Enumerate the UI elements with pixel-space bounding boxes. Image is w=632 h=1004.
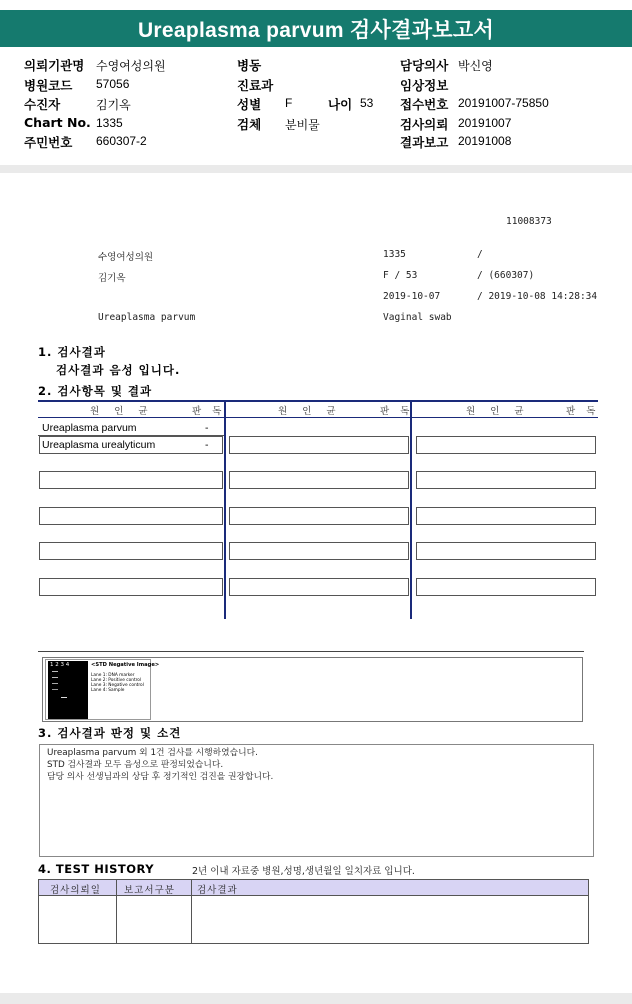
sex-label: 성별 (237, 97, 262, 112)
table-row-4-cell-3 (416, 507, 596, 525)
table-row-6-cell-1 (39, 578, 223, 596)
request-label: 검사의뢰 (400, 117, 449, 132)
table-row-4-cell-1 (39, 507, 223, 525)
clinical-label: 임상정보 (400, 78, 449, 93)
gel-caption-line4: Lane 4: Sample (91, 688, 125, 693)
chart-label: Chart No. (24, 115, 91, 130)
table-row-3-cell-2 (229, 471, 409, 489)
report-reported: / 2019-10-08 14:28:34 (477, 291, 598, 302)
gel-lane-numbers: 1 2 3 4 (50, 662, 70, 668)
history-header (38, 879, 589, 896)
specimen-label: 검체 (237, 117, 262, 132)
section1-body: 검사결과 음성 입니다. (56, 363, 181, 377)
gel-caption-line2: Lane 2: Positive control (91, 678, 142, 683)
comment-line-2: STD 검사결과 모두 음성으로 판정되었습니다. (47, 760, 224, 770)
gel-caption (91, 662, 160, 693)
report-received: 2019-10-07 (383, 291, 441, 302)
image-top-rule (38, 651, 584, 652)
table-row-5-cell-1 (39, 542, 223, 560)
table-divider-2 (410, 400, 412, 619)
report-chart: 1335 (383, 249, 406, 260)
receipt-value: 20191007-75850 (458, 96, 549, 110)
id-label: 주민번호 (24, 135, 73, 150)
gel-caption-line1: Lane 1: DNA marker (91, 673, 135, 678)
top-margin (0, 0, 632, 10)
table-top-rule (38, 400, 598, 402)
report-page (0, 173, 632, 993)
result-header-1: 판 독 (192, 406, 226, 417)
col-header-1: 원 인 균 (90, 406, 154, 417)
col-header-3: 원 인 균 (466, 406, 530, 417)
ward-label: 병동 (237, 58, 262, 73)
report-value: 20191008 (458, 134, 512, 148)
table-row-1-name: Ureaplasma parvum (42, 422, 137, 434)
section3-title: 3. 검사결과 판정 및 소견 (38, 726, 182, 740)
receipt-label: 접수번호 (400, 97, 449, 112)
age-label: 나이 (328, 97, 353, 112)
doctor-label: 담당의사 (400, 58, 449, 73)
history-col-request-date: 검사의뢰일 (50, 885, 101, 896)
id-value: 660307-2 (96, 134, 147, 148)
table-row-5-cell-2 (229, 542, 409, 560)
history-divider-1 (116, 879, 117, 944)
hospital-value: 수영여성의원 (96, 59, 166, 73)
report-sex-age: F / 53 (383, 270, 418, 281)
table-row-4-cell-2 (229, 507, 409, 525)
table-header-rule (38, 417, 598, 418)
report-hospital: 수영여성의원 (98, 252, 154, 263)
result-header-2: 판 독 (380, 406, 414, 417)
history-col-report-type: 보고서구분 (124, 885, 175, 896)
gel-caption-title: <STD Negative Image> (91, 662, 160, 668)
specimen-value: 분비물 (285, 118, 320, 132)
section2-title: 2. 검사항목 및 결과 (38, 384, 153, 398)
table-row-2-result: - (205, 439, 209, 451)
table-row-2-name: Ureaplasma urealyticum (42, 439, 156, 451)
report-id: / (660307) (477, 270, 535, 281)
col-header-2: 원 인 균 (278, 406, 342, 417)
report-specimen: Vaginal swab (383, 312, 452, 323)
history-col-result: 검사결과 (197, 885, 238, 896)
report-slash: / (477, 249, 483, 260)
table-divider-1 (224, 400, 226, 619)
table-row-1-result: - (205, 422, 209, 434)
report-label: 결과보고 (400, 135, 449, 150)
history-note: 2년 이내 자료중 병원,성명,생년월일 일치자료 입니다. (192, 866, 415, 877)
patient-value: 김기옥 (96, 98, 131, 112)
comment-line-3: 담당 의사 선생님과의 상담 후 정기적인 검진을 권장합니다. (47, 772, 274, 782)
table-row-6-cell-3 (416, 578, 596, 596)
history-divider-2 (191, 879, 192, 944)
patient-label: 수진자 (24, 97, 61, 112)
patient-info-panel (0, 47, 632, 165)
chart-value: 1335 (96, 116, 123, 130)
table-row-2-cell-3 (416, 436, 596, 454)
table-row-3-cell-3 (416, 471, 596, 489)
table-row-2-cell-2 (229, 436, 409, 454)
page-bottom-separator (0, 993, 632, 1004)
gel-image (48, 661, 88, 719)
age-value: 53 (360, 96, 374, 110)
code-label: 병원코드 (24, 78, 73, 93)
dept-label: 진료과 (237, 78, 274, 93)
hospital-label: 의뢰기관명 (24, 58, 85, 73)
table-row-6-cell-2 (229, 578, 409, 596)
doctor-value: 박신영 (458, 59, 493, 73)
doc-number: 11008373 (506, 216, 552, 227)
page-separator (0, 165, 632, 173)
result-header-3: 판 독 (566, 406, 600, 417)
table-row-5-cell-3 (416, 542, 596, 560)
code-value: 57056 (96, 77, 130, 91)
comment-line-1: Ureaplasma parvum 외 1건 검사를 시행하였습니다. (47, 748, 258, 758)
gel-caption-line3: Lane 3: Negative control (91, 683, 144, 688)
report-test-name: Ureaplasma parvum (98, 312, 196, 323)
report-patient: 김기옥 (98, 273, 126, 284)
table-row-3-cell-1 (39, 471, 223, 489)
history-body (38, 895, 589, 944)
sex-value: F (285, 96, 293, 110)
report-title: Ureaplasma parvum 검사결과보고서 (0, 10, 632, 47)
section4-title: 4. TEST HISTORY (38, 862, 155, 876)
section1-title: 1. 검사결과 (38, 345, 106, 359)
request-value: 20191007 (458, 116, 512, 130)
